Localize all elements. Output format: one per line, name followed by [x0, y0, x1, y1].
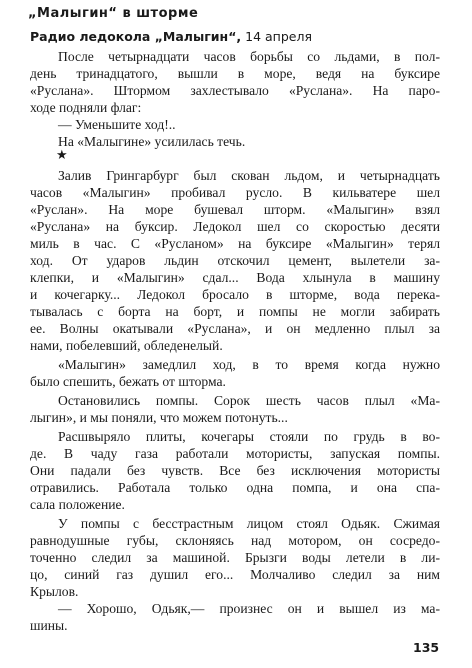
text-line: лыгин», и мы поняли, что можем потонуть... [30, 410, 288, 425]
text-line: — Хорошо, Одьяк,— произнес он и вышел из ма- [58, 601, 440, 616]
text-line: де. В чаду газа работали мотористы, запуская помпы. [30, 446, 440, 461]
dateline-date: 14 апреля [241, 29, 312, 44]
text-line: «Руслана». Штормом захлестывало «Руслана». На паро- [30, 83, 440, 98]
text-line: нами, побелевший, обледенелый. [30, 338, 223, 353]
text-line: клепки, и «Малыгин» сдал... Вода хлынула в машину [30, 270, 440, 285]
text-line: было спешить, бежать от шторма. [30, 374, 226, 389]
text-line: ее. Волны окатывали «Руслана», и он медленно плыл за [30, 321, 440, 336]
text-line: ходе подняли флаг: [30, 100, 142, 115]
running-title: „Малыгин“ в шторме [28, 6, 199, 21]
text-line: шины. [30, 618, 68, 633]
text-line: Они падали без чувств. Все без исключения мотористы [30, 463, 440, 478]
text-line: Крылов. [30, 584, 79, 599]
page-number: 135 [413, 640, 440, 655]
text-line: Остановились помпы. Сорок шесть часов плыл «Ма- [58, 393, 440, 408]
text-line: часов «Малыгин» пробивал русло. В кильватере шел [30, 185, 440, 200]
text-line: цо, синий газ душил его... Молчаливо следил за ним [30, 567, 440, 582]
dateline-source: Радио ледокола „Малыгин“, [30, 29, 242, 44]
text-line: «Малыгин» замедлил ход, в то время когда нужно [58, 357, 440, 372]
text-line: и кочегарку... Ледокол бросало в шторме, вода перека- [30, 287, 440, 302]
text-line: равнодушные губы, склоняясь над мотором, он сосредо- [30, 533, 440, 548]
text-line: Залив Грингарбург был скован льдом, и четырнадцать [58, 168, 440, 183]
text-line: точенно следил за машиной. Брызги воды летели в ли- [30, 550, 440, 565]
text-line: тывалась с борта на борт, и помпы не могли забирать [30, 304, 440, 319]
text-line: день тринадцатого, вышли в море, ведя на буксире [30, 66, 440, 81]
text-line: После четырнадцати часов борьбы со льдами, в пол- [58, 49, 440, 64]
text-line: У помпы с бесстрастным лицом стоял Одьяк. Сжимая [58, 516, 440, 531]
text-line: отравились. Работала только одна помпа, и она спа- [30, 480, 440, 495]
text-line: Расшвыряло плиты, кочегары стояли по грудь в во- [58, 429, 440, 444]
text-line: — Уменьшите ход!.. [58, 117, 176, 132]
text-line: «Руслан». На море бушевал шторм. «Малыгин» взял [30, 202, 440, 217]
text-line: «Руслана» на буксир. Ледокол шел со скоростью десяти [30, 219, 440, 234]
section-divider-star: ★ [56, 148, 68, 163]
text-line: ход. От ударов льдин отскочил цемент, вылетели за- [30, 253, 440, 268]
text-line: сала положение. [30, 497, 125, 512]
text-line: На «Малыгине» усилилась течь. [58, 134, 246, 149]
text-line: миль в час. С «Русланом» на буксире «Малыгин» терял [30, 236, 440, 251]
dateline [30, 29, 312, 44]
